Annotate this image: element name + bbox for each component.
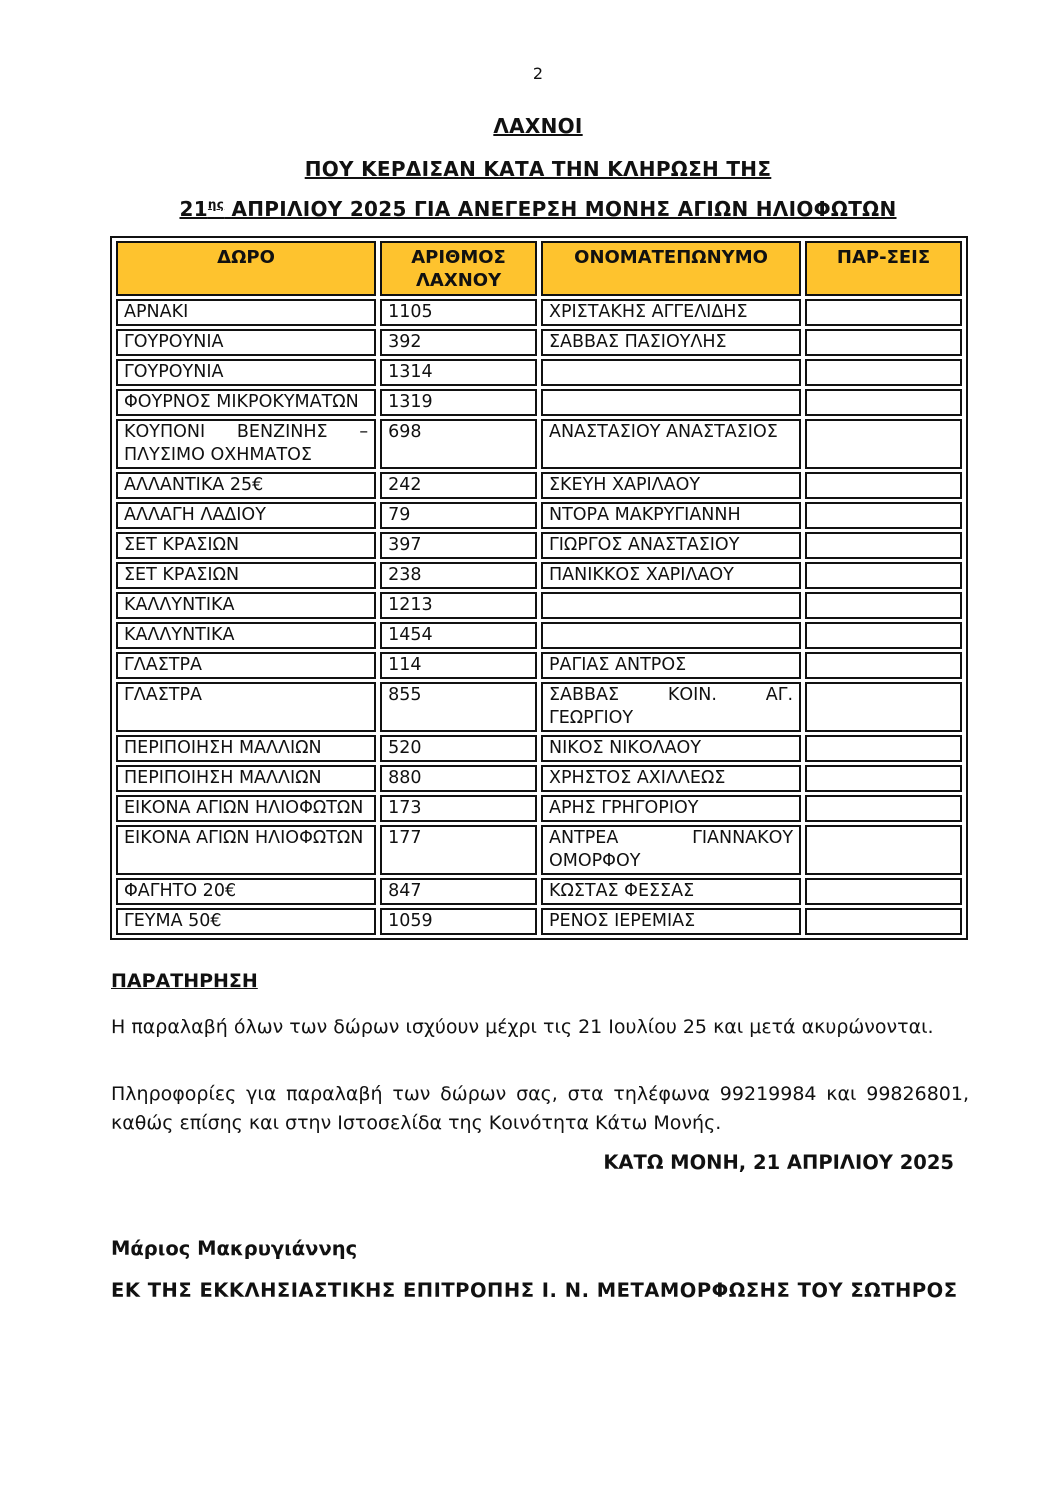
heading-ordinal-suffix: ης [207, 197, 225, 212]
table-row [116, 329, 962, 356]
table-row [116, 765, 962, 792]
column-header-name: ΟΝΟΜΑΤΕΠΩΝΥΜΟ [541, 241, 801, 296]
cell-prize: ΦΑΓΗΤΟ 20€ [116, 878, 376, 905]
cell-winner-name: ΣΚΕΥΗ ΧΑΡΙΛΑΟΥ [541, 472, 801, 499]
cell-prize: ΣΕΤ ΚΡΑΣΙΩΝ [116, 532, 376, 559]
cell-winner-name: ΝΤΟΡΑ ΜΑΚΡΥΓΙΑΝΝΗ [541, 502, 801, 529]
cell-ticket-number: 242 [380, 472, 537, 499]
table-header-row [116, 241, 962, 296]
table-row [116, 652, 962, 679]
table-row [116, 359, 962, 386]
cell-winner-name: ΑΝΤΡΕΑ ΓΙΑΝΝΑΚΟΥ ΟΜΟΡΦΟΥ [541, 825, 801, 875]
column-header-notes: ΠΑΡ-ΣΕΙΣ [805, 241, 962, 296]
cell-notes [805, 825, 962, 875]
cell-winner-name [541, 622, 801, 649]
signer-name: Μάριος Μακρυγιάννης [111, 1237, 358, 1260]
cell-ticket-number: 520 [380, 735, 537, 762]
table-body [116, 299, 962, 935]
cell-prize: ΠΕΡΙΠΟΙΗΣΗ ΜΑΛΛΙΩΝ [116, 765, 376, 792]
cell-notes [805, 622, 962, 649]
committee-line: ΕΚ ΤΗΣ ΕΚΚΛΗΣΙΑΣΤΙΚΗΣ ΕΠΙΤΡΟΠΗΣ Ι. Ν. ΜΕΤΑΜΟΡΦΩΣΗΣ ΤΟΥ ΣΩΤΗΡΟΣ [111, 1279, 958, 1302]
cell-prize: ΑΡΝΑΚΙ [116, 299, 376, 326]
cell-ticket-number: 1105 [380, 299, 537, 326]
cell-ticket-number: 177 [380, 825, 537, 875]
document-subtitle-date [0, 197, 1060, 221]
cell-winner-name [541, 389, 801, 416]
cell-ticket-number: 1059 [380, 908, 537, 935]
cell-prize: ΕΙΚΟΝΑ ΑΓΙΩΝ ΗΛΙΟΦΩΤΩΝ [116, 825, 376, 875]
table-row [116, 735, 962, 762]
cell-notes [805, 359, 962, 386]
cell-prize: ΕΙΚΟΝΑ ΑΓΙΩΝ ΗΛΙΟΦΩΤΩΝ [116, 795, 376, 822]
heading-day: 21 [179, 197, 208, 221]
table-row [116, 419, 962, 469]
cell-notes [805, 299, 962, 326]
cell-prize: ΓΕΥΜΑ 50€ [116, 908, 376, 935]
table-row [116, 562, 962, 589]
cell-prize: ΦΟΥΡΝΟΣ ΜΙΚΡΟΚΥΜΑΤΩΝ [116, 389, 376, 416]
table-row [116, 389, 962, 416]
cell-winner-name: ΣΑΒΒΑΣ ΚΟΙΝ. ΑΓ. ΓΕΩΡΓΙΟΥ [541, 682, 801, 732]
cell-prize: ΓΛΑΣΤΡΑ [116, 652, 376, 679]
table-row [116, 795, 962, 822]
cell-notes [805, 878, 962, 905]
winners-table [110, 236, 968, 940]
cell-notes [805, 472, 962, 499]
cell-winner-name [541, 359, 801, 386]
cell-winner-name [541, 592, 801, 619]
cell-prize: ΑΛΛΑΝΤΙΚΑ 25€ [116, 472, 376, 499]
cell-winner-name: ΧΡΙΣΤΑΚΗΣ ΑΓΓΕΛΙΔΗΣ [541, 299, 801, 326]
cell-notes [805, 532, 962, 559]
cell-prize: ΚΟΥΠΟΝΙ ΒΕΝΖΙΝΗΣ – ΠΛΥΣΙΜΟ ΟΧΗΜΑΤΟΣ [116, 419, 376, 469]
cell-prize: ΑΛΛΑΓΗ ΛΑΔΙΟΥ [116, 502, 376, 529]
cell-notes [805, 765, 962, 792]
cell-ticket-number: 880 [380, 765, 537, 792]
table-row [116, 502, 962, 529]
remark-paragraph-contact: Πληροφορίες για παραλαβή των δώρων σας, στα τηλέφωνα 99219984 και 99826801, καθώς επίσης και στην Ιστοσελίδα της Κοινότητα Κάτω Μονής. [111, 1083, 969, 1134]
cell-prize: ΠΕΡΙΠΟΙΗΣΗ ΜΑΛΛΙΩΝ [116, 735, 376, 762]
remark-title: ΠΑΡΑΤΗΡΗΣΗ [111, 970, 258, 992]
cell-winner-name: ΧΡΗΣΤΟΣ ΑΧΙΛΛΕΩΣ [541, 765, 801, 792]
cell-ticket-number: 698 [380, 419, 537, 469]
cell-ticket-number: 173 [380, 795, 537, 822]
cell-ticket-number: 238 [380, 562, 537, 589]
cell-prize: ΓΛΑΣΤΡΑ [116, 682, 376, 732]
cell-winner-name: ΡΕΝΟΣ ΙΕΡΕΜΙΑΣ [541, 908, 801, 935]
document-subtitle: ΠΟΥ ΚΕΡΔΙΣΑΝ ΚΑΤΑ ΤΗΝ ΚΛΗΡΩΣΗ ΤΗΣ [304, 157, 772, 181]
cell-winner-name: ΠΑΝΙΚΚΟΣ ΧΑΡΙΛΑΟΥ [541, 562, 801, 589]
cell-prize: ΓΟΥΡΟΥΝΙΑ [116, 359, 376, 386]
table-row [116, 299, 962, 326]
cell-notes [805, 329, 962, 356]
cell-notes [805, 562, 962, 589]
table-row [116, 622, 962, 649]
cell-notes [805, 502, 962, 529]
heading-rest: ΑΠΡΙΛΙΟΥ 2025 ΓΙΑ ΑΝΕΓΕΡΣΗ ΜΟΝΗΣ ΑΓΙΩΝ ΗΛΙΟΦΩΤΩΝ [224, 197, 897, 221]
cell-ticket-number: 1454 [380, 622, 537, 649]
table-row [116, 592, 962, 619]
cell-ticket-number: 847 [380, 878, 537, 905]
cell-prize: ΓΟΥΡΟΥΝΙΑ [116, 329, 376, 356]
page-number: 2 [532, 64, 544, 83]
cell-ticket-number: 79 [380, 502, 537, 529]
cell-notes [805, 389, 962, 416]
cell-notes [805, 419, 962, 469]
cell-notes [805, 652, 962, 679]
cell-prize: ΚΑΛΛΥΝΤΙΚΑ [116, 592, 376, 619]
table-row [116, 472, 962, 499]
place-date: ΚΑΤΩ ΜΟΝΗ, 21 ΑΠΡΙΛΙΟΥ 2025 [603, 1151, 954, 1174]
cell-notes [805, 682, 962, 732]
table-row [116, 532, 962, 559]
table-row [116, 682, 962, 732]
cell-ticket-number: 1213 [380, 592, 537, 619]
cell-winner-name: ΡΑΓΙΑΣ ΑΝΤΡΟΣ [541, 652, 801, 679]
cell-ticket-number: 114 [380, 652, 537, 679]
cell-winner-name: ΑΝΑΣΤΑΣΙΟΥ ΑΝΑΣΤΑΣΙΟΣ [541, 419, 801, 469]
cell-winner-name: ΑΡΗΣ ΓΡΗΓΟΡΙΟΥ [541, 795, 801, 822]
cell-winner-name: ΓΙΩΡΓΟΣ ΑΝΑΣΤΑΣΙΟΥ [541, 532, 801, 559]
cell-notes [805, 795, 962, 822]
cell-prize: ΚΑΛΛΥΝΤΙΚΑ [116, 622, 376, 649]
table-row [116, 825, 962, 875]
cell-ticket-number: 1314 [380, 359, 537, 386]
cell-winner-name: ΚΩΣΤΑΣ ΦΕΣΣΑΣ [541, 878, 801, 905]
column-header-prize: ΔΩΡΟ [116, 241, 376, 296]
table-row [116, 878, 962, 905]
cell-notes [805, 592, 962, 619]
table-row [116, 908, 962, 935]
cell-notes [805, 908, 962, 935]
cell-winner-name: ΣΑΒΒΑΣ ΠΑΣΙΟΥΛΗΣ [541, 329, 801, 356]
cell-prize: ΣΕΤ ΚΡΑΣΙΩΝ [116, 562, 376, 589]
column-header-ticket: ΑΡΙΘΜΟΣ ΛΑΧΝΟΥ [380, 241, 537, 296]
cell-ticket-number: 855 [380, 682, 537, 732]
cell-winner-name: ΝΙΚΟΣ ΝΙΚΟΛΑΟΥ [541, 735, 801, 762]
cell-notes [805, 735, 962, 762]
cell-ticket-number: 397 [380, 532, 537, 559]
remark-paragraph-deadline: Η παραλαβή όλων των δώρων ισχύουν μέχρι τις 21 Ιουλίου 25 και μετά ακυρώνονται. [111, 1016, 934, 1038]
document-title: ΛΑΧΝΟΙ [493, 114, 583, 138]
cell-ticket-number: 392 [380, 329, 537, 356]
cell-ticket-number: 1319 [380, 389, 537, 416]
